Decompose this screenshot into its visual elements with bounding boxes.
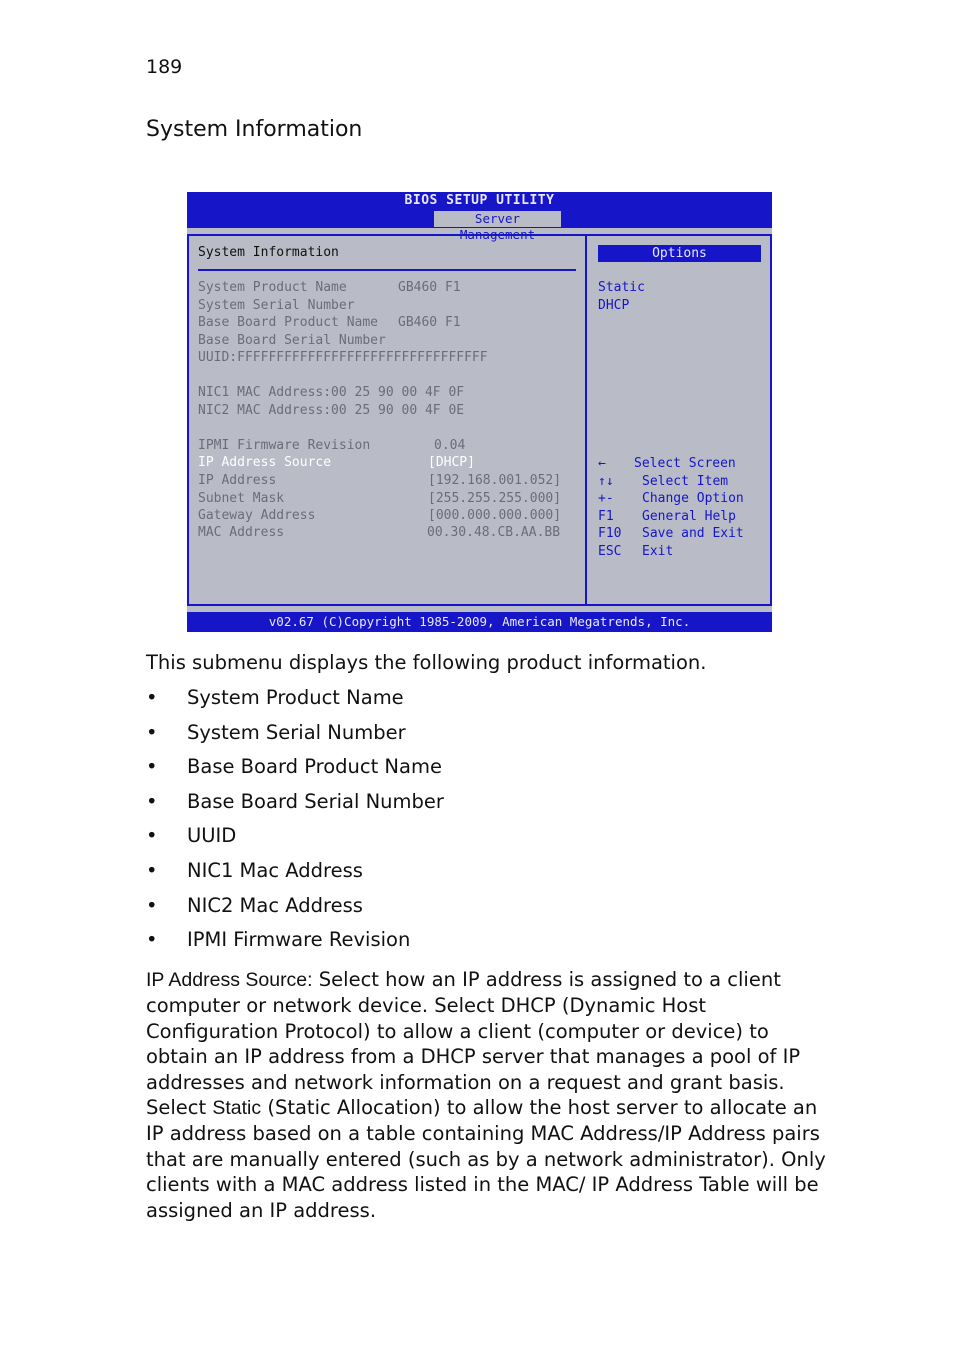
paragraph-text-1: Select how an IP address is assigned to a client computer or network device. Select DHCP (Dynamic Host Configuration Protocol) to allow a client (computer or device) to obtain an IP address from a DHCP server that manages a pool of IP addresses and network information on a request and grant basis. Select [146, 968, 801, 1120]
bullet-icon: • [146, 928, 158, 952]
bios-key-description: General Help [642, 509, 736, 524]
intro-text: This submenu displays the following product information. [146, 651, 707, 674]
bios-row-label: System Serial Number [198, 298, 355, 313]
bios-row-label: Base Board Product Name [198, 315, 379, 330]
bullet-icon: • [146, 893, 158, 917]
bios-row [198, 332, 386, 350]
bullet-icon: • [146, 720, 158, 744]
list-item [146, 721, 444, 756]
bios-key: F10 [598, 526, 622, 541]
bios-row-label: NIC2 MAC Address:00 25 90 00 4F 0E [198, 403, 465, 418]
bios-row-label: NIC1 MAC Address:00 25 90 00 4F 0F [198, 385, 465, 400]
bios-row-value: [255.255.255.000] [428, 491, 562, 506]
bios-key: +- [598, 491, 614, 506]
list-item-text: Base Board Serial Number [187, 789, 444, 813]
bios-option-dhcp[interactable]: DHCP [598, 298, 630, 313]
bios-row [198, 279, 461, 297]
bios-row [198, 314, 461, 332]
bios-key: ESC [598, 544, 622, 559]
static-term: Static [212, 1097, 262, 1120]
bullet-icon: • [146, 858, 158, 882]
bios-row-label: Gateway Address [198, 508, 316, 523]
list-item-text: System Serial Number [187, 720, 406, 744]
bios-row-value: GB460 F1 [398, 280, 461, 295]
bios-key-description: Select Item [642, 474, 729, 489]
bios-screenshot [187, 192, 772, 632]
bios-row [198, 297, 355, 315]
bullet-icon: • [146, 824, 158, 848]
bios-row [198, 402, 464, 420]
bios-row-value: GB460 F1 [398, 315, 461, 330]
bios-tab-server-management[interactable]: Server Management [434, 211, 561, 227]
bios-row[interactable] [198, 472, 562, 490]
bios-key-description: Save and Exit [642, 526, 744, 541]
bios-footer: v02.67 (C)Copyright 1985-2009, American Megatrends, Inc. [187, 612, 772, 632]
bullet-icon: • [146, 755, 158, 779]
bios-panel-heading: System Information [198, 245, 339, 260]
bios-row-label: System Product Name [198, 280, 347, 295]
list-item-text: Base Board Product Name [187, 755, 442, 779]
bios-row-label: Subnet Mask [198, 491, 285, 506]
bios-row-label: UUID:FFFFFFFFFFFFFFFFFFFFFFFFFFFFFFFF [198, 350, 488, 365]
list-item [146, 894, 444, 929]
bios-row[interactable] [198, 524, 561, 542]
ip-address-source-paragraph [146, 967, 836, 1223]
bios-row-value: 0.04 [434, 438, 466, 453]
bios-options-header: Options [598, 245, 761, 262]
list-item-text: UUID [187, 824, 237, 848]
bios-row-label: IP Address Source [198, 455, 332, 470]
bios-row [198, 349, 488, 367]
bios-row-label: IP Address [198, 473, 277, 488]
section-title: System Information [146, 117, 363, 142]
list-item-text: System Product Name [187, 686, 404, 709]
bios-row [198, 437, 466, 455]
bios-key: F1 [598, 509, 614, 524]
bios-key-description: Change Option [642, 491, 744, 506]
product-info-list [146, 686, 444, 963]
ip-address-source-term: IP Address Source: [146, 969, 313, 991]
bios-row-label: IPMI Firmware Revision [198, 438, 371, 453]
list-item [146, 755, 444, 790]
list-item [146, 859, 444, 894]
list-item-text: NIC1 Mac Address [187, 858, 363, 882]
bios-key-description: Select Screen [634, 456, 736, 471]
bios-row-label: MAC Address [198, 525, 285, 540]
bios-option-static[interactable]: Static [598, 280, 645, 295]
paragraph-text-2: (Static Allocation) to allow the host server to allocate an IP address based on a table containing MAC Address/IP Address pairs that are manually entered (such as by a network administrator). Only clients with a MAC address listed in the MAC/ IP Address Table will be assigned an IP address. [146, 1096, 826, 1222]
bios-row-label: Base Board Serial Number [198, 333, 386, 348]
bios-row-value: [DHCP] [428, 455, 475, 470]
bios-row [198, 384, 464, 402]
bios-row[interactable] [198, 490, 562, 508]
bios-panel-divider [585, 234, 587, 606]
bios-key-description: Exit [642, 544, 674, 559]
list-item [146, 824, 444, 859]
bios-row-value: [192.168.001.052] [428, 473, 562, 488]
bios-row-value: 00.30.48.CB.AA.BB [427, 525, 561, 540]
list-item [146, 686, 444, 721]
list-item-text: IPMI Firmware Revision [187, 928, 411, 952]
bios-row[interactable] [198, 454, 475, 472]
list-item-text: NIC2 Mac Address [187, 893, 363, 917]
bios-row-value: [000.000.000.000] [428, 508, 562, 523]
bullet-icon: • [146, 686, 158, 709]
bullet-icon: • [146, 789, 158, 813]
bios-key: ↑↓ [598, 474, 614, 489]
page-number: 189 [146, 56, 183, 78]
list-item [146, 928, 444, 963]
bios-heading-rule [198, 269, 576, 271]
bios-row[interactable] [198, 507, 562, 525]
list-item [146, 790, 444, 825]
bios-key: ← [598, 456, 606, 471]
bios-title: BIOS SETUP UTILITY [404, 193, 555, 208]
